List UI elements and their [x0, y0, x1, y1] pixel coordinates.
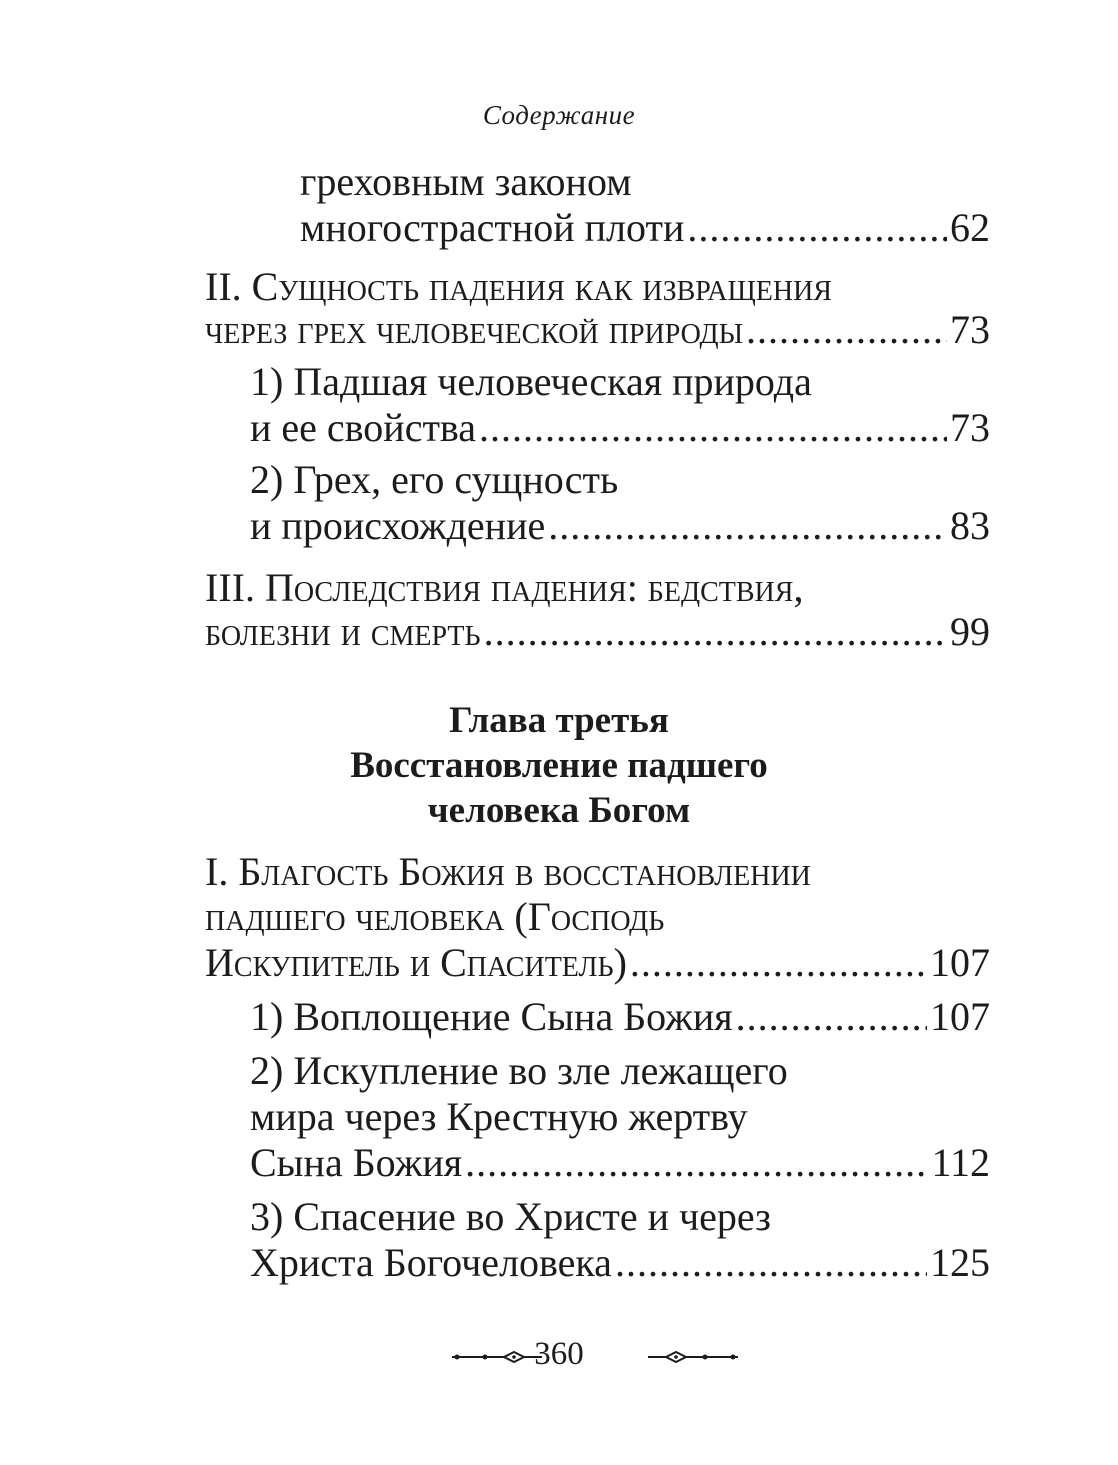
toc-entry-text: 2) Грех, его сущность [250, 457, 619, 502]
toc-entry-line [205, 306, 990, 354]
dot-leader [736, 993, 927, 1041]
dot-leader [746, 306, 947, 354]
toc-entry-line [250, 456, 618, 504]
toc-entry-text: Сына Божия [250, 1140, 463, 1185]
page-footer [0, 1330, 1118, 1380]
toc-entry-text: 2) Искупление во зле лежащего [250, 1048, 788, 1093]
toc-entry-line [250, 404, 990, 452]
toc-page-number: 83 [950, 503, 990, 548]
toc-section-title: падшего человека (Господь [205, 894, 665, 939]
toc-page-number: 73 [950, 307, 990, 352]
toc-entry-text: 3) Спасение во Христе и через [250, 1194, 771, 1239]
toc-section-title: I. Благость Божия в восстановлении [205, 849, 811, 894]
page-number: 360 [534, 1336, 584, 1372]
toc-entry-line [250, 358, 812, 406]
toc-entry-text: мира через Крестную жертву [250, 1094, 748, 1139]
toc-section-title: II. Сущность падения как извращения [205, 264, 832, 309]
toc-entry-text: и происхождение [250, 503, 546, 548]
toc-page-number: 125 [930, 1240, 990, 1285]
toc-section-title: III. Последствия падения: бедствия, [205, 565, 804, 610]
dot-leader [615, 1239, 927, 1287]
toc-entry-line [250, 1193, 771, 1241]
toc-entry-text: 1) Падшая человеческая природа [250, 359, 812, 404]
toc-entry-line [205, 848, 811, 896]
toc-page-number: 73 [950, 405, 990, 450]
toc-entry-line [205, 263, 832, 311]
running-header: Содержание [482, 100, 636, 130]
dot-leader [687, 204, 947, 252]
toc-entry-line [205, 939, 990, 987]
toc-page-number: 107 [930, 940, 990, 985]
toc-entry-line [250, 1239, 990, 1287]
toc-entry-line [205, 893, 664, 941]
toc-entry-line [205, 608, 990, 656]
toc-entry-line [250, 1139, 990, 1187]
dot-leader [479, 404, 947, 452]
toc-section-title: болезни и смерть [205, 609, 481, 654]
toc-page-number: 112 [931, 1140, 990, 1185]
toc-page-number: 99 [950, 609, 990, 654]
dot-leader [630, 939, 927, 987]
chapter-heading-line: человека Богом [427, 790, 691, 831]
toc-entry-line [205, 564, 803, 612]
toc-section-title: через грех человеческой природы [205, 307, 744, 352]
toc-entry-line [250, 1093, 748, 1141]
toc-entry-text: и ее свойства [250, 405, 477, 450]
toc-page-number: 107 [930, 994, 990, 1039]
toc-entry-text: греховным законом [300, 159, 632, 204]
toc-entry-line [250, 1047, 788, 1095]
toc-section-title: Искупитель и Спаситель) [205, 940, 627, 985]
dot-leader [465, 1139, 928, 1187]
dot-leader [484, 608, 947, 656]
toc-entry-text: 1) Воплощение Сына Божия [250, 994, 733, 1039]
dot-leader [548, 502, 947, 550]
toc-entry-text: многострастной плоти [300, 205, 685, 250]
toc-entry-line [300, 204, 990, 252]
right-ornament-icon [648, 1350, 738, 1364]
chapter-heading-line: Восстановление падшего [350, 745, 768, 786]
chapter-heading-line: Глава третья [449, 700, 669, 741]
toc-entry-line [250, 993, 990, 1041]
toc-entry-line [300, 158, 632, 206]
toc-entry-text: Христа Богочеловека [250, 1240, 612, 1285]
toc-entry-line [250, 502, 990, 550]
toc-page-number: 62 [950, 205, 990, 250]
